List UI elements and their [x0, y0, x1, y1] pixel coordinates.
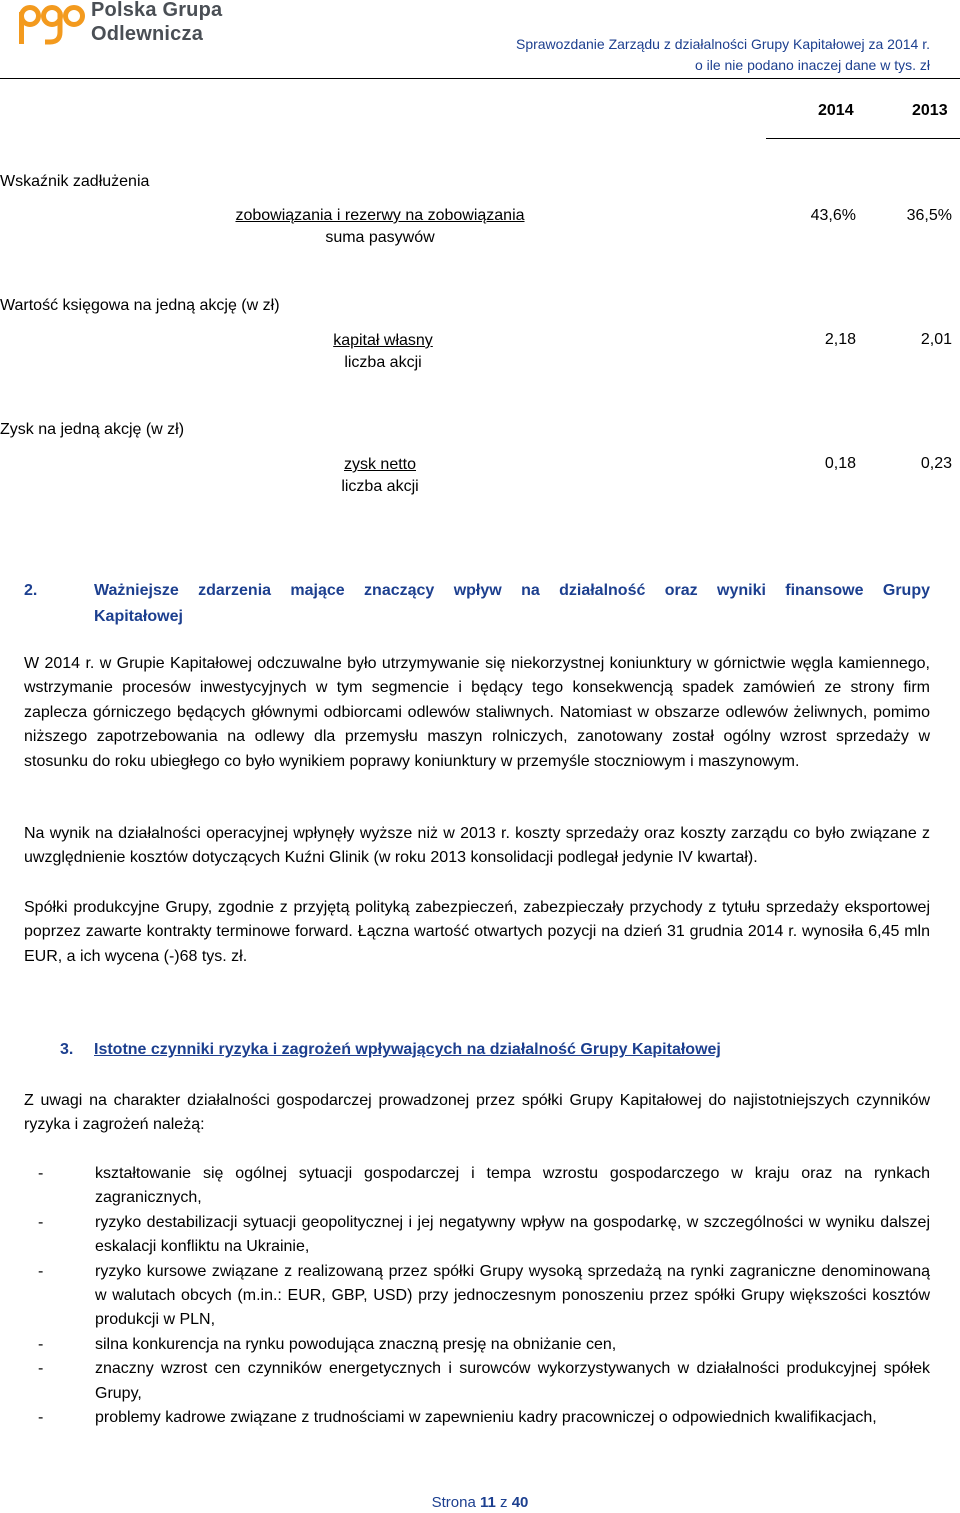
ratio-label: Wartość księgowa na jedną akcję (w zł): [0, 297, 280, 314]
list-item: [24, 1260, 930, 1333]
formula-numerator: zobowiązania i rezerwy na zobowiązania: [235, 207, 525, 224]
year-column-2014: 2014: [818, 102, 854, 119]
section-number: 3.: [60, 1041, 74, 1058]
page-current: 11: [479, 1494, 496, 1511]
section-2-paragraph-3: Spółki produkcyjne Grupy, zgodnie z przyjętą polityką zabezpieczeń, zabezpieczały przychody z tytułu sprzedaży eksportowej poprzez zawarte kontrakty terminowe forward. Łączna wartość otwartych pozycji na dzień 31 grudnia 2014 r. wynosiła 6,45 mln EUR, a ich wycena (-)68 tys. zł.: [24, 899, 930, 965]
formula-denominator: liczba akcji: [344, 354, 422, 371]
section-2-paragraph-2: Na wynik na działalności operacyjnej wpłynęły wyższe niż w 2013 r. koszty sprzedaży oraz koszty zarządu co było związane z uwzględnienie kosztów dotyczących Kuźni Glinik (w roku 2013 konsolidacji podlegał jedynie IV kwartał).: [24, 825, 930, 867]
report-header: [516, 34, 930, 76]
header-divider: [0, 78, 960, 79]
ratio-value-2013: 2,01: [920, 331, 952, 348]
formula-denominator: suma pasywów: [325, 229, 435, 246]
bullet-marker: -: [38, 1335, 44, 1353]
logo-wordmark: [91, 0, 222, 46]
ratio-value-2014: 0,18: [824, 455, 856, 472]
page-separator: z: [500, 1494, 508, 1511]
ratio-value-2013: 0,23: [920, 455, 952, 472]
ratio-formula: [290, 454, 470, 498]
section-2-paragraph-1: W 2014 r. w Grupie Kapitałowej odczuwalne było utrzymywanie się niekorzystnej koniunktury w górnictwie węgla kamiennego, wstrzymanie procesów inwestycyjnych w tym segmencie i będący tego konsekwencją spadek zamówień ze strony firm zaplecza górniczego będących głównymi odbiorcami odlewów staliwnych. Natomiast w obszarze odlewów żeliwnych, pomimo niższego zapotrzebowania na odlewy dla przemysłu maszyn rolniczych, zanotowany został ogólny wzrost sprzedaży w stosunku do roku ubiegłego co było wynikiem poprawy koniunktury w przemyśle stoczniowym i maszynowym.: [24, 655, 930, 770]
ratio-formula: [180, 205, 580, 249]
list-item: [24, 1333, 930, 1357]
ratio-value-2013: 36,5%: [906, 207, 952, 224]
bullet-marker: -: [38, 1360, 44, 1378]
bullet-marker: -: [38, 1262, 44, 1280]
year-column-2013: 2013: [912, 102, 948, 119]
list-item: [24, 1357, 930, 1406]
formula-denominator: liczba akcji: [341, 478, 419, 495]
list-item: [24, 1211, 930, 1260]
list-item-text: silna konkurencja na rynku powodująca znaczną presję na obniżanie cen,: [95, 1335, 617, 1353]
list-item: [24, 1162, 930, 1211]
bullet-marker: -: [38, 1165, 44, 1182]
section-title: Istotne czynniki ryzyka i zagrożeń wpływających na działalność Grupy Kapitałowej: [94, 1041, 721, 1058]
bullet-marker: -: [38, 1213, 44, 1231]
ratio-formula: [273, 330, 493, 374]
risk-list: [24, 1162, 930, 1430]
ratio-value-2014: 2,18: [824, 331, 856, 348]
ratio-value-2014: 43,6%: [810, 207, 856, 224]
formula-numerator: zysk netto: [343, 456, 417, 473]
list-item-text: znaczny wzrost cen czynników energetycznych i surowców wykorzystywanych w działalności produkcyjnej spółek Grupy,: [95, 1360, 930, 1402]
list-item-text: ryzyko destabilizacji sytuacji geopolitycznej i jej negatywny wpływ na gospodarkę, w szczególności w wyniku dalszej eskalacji konfliktu na Ukrainie,: [95, 1213, 930, 1256]
list-item-text: problemy kadrowe związane z trudnościami w zapewnieniu kadry pracowniczej o odpowiednich kwalifikacjach,: [95, 1409, 877, 1427]
list-item-text: kształtowanie się ogólnej sytuacji gospodarczej i tempa wzrostu gospodarczego w kraju oraz na rynkach zagranicznych,: [95, 1165, 930, 1207]
list-item-text: ryzyko kursowe związane z realizowaną przez spółki Grupy wysoką sprzedażą na rynki zagraniczne denominowaną w walutach obcych (m.in.: EUR, GBP, USD) przy jednoczesnym ponoszeniu przez spółki Grupy większości kosztów produkcji w PLN,: [95, 1262, 930, 1329]
section-number: 2.: [24, 582, 38, 599]
logo-line-2: Odlewnicza: [91, 23, 204, 45]
pgo-logo-icon: [18, 2, 88, 48]
company-logo: [18, 0, 248, 48]
page-number: [0, 1494, 960, 1511]
section-2-heading: [24, 578, 930, 630]
formula-numerator: kapitał własny: [333, 332, 433, 349]
section-title-line-2: Kapitałowej: [94, 608, 183, 625]
section-3-intro: Z uwagi na charakter działalności gospodarczej prowadzonej przez spółki Grupy Kapitałowej do najistotniejszych czynników ryzyka i zagrożeń należą:: [24, 1092, 930, 1134]
report-units-note: o ile nie podano inaczej dane w tys. zł: [694, 57, 930, 73]
bullet-marker: -: [38, 1409, 44, 1427]
page-prefix: Strona: [431, 1494, 476, 1511]
page-total: 40: [511, 1494, 529, 1511]
ratio-label: Zysk na jedną akcję (w zł): [0, 421, 185, 438]
ratio-label: Wskaźnik zadłużenia: [0, 173, 150, 190]
list-item: [24, 1406, 930, 1430]
section-title-line-1: Ważniejsze zdarzenia mające znaczący wpływ na działalność oraz wyniki finansowe Grupy: [94, 582, 930, 599]
logo-line-1: Polska Grupa: [91, 0, 223, 21]
year-header-rule: [766, 138, 960, 139]
report-title: Sprawozdanie Zarządu z działalności Grupy Kapitałowej za 2014 r.: [515, 36, 930, 52]
section-3-heading: [60, 1038, 721, 1062]
